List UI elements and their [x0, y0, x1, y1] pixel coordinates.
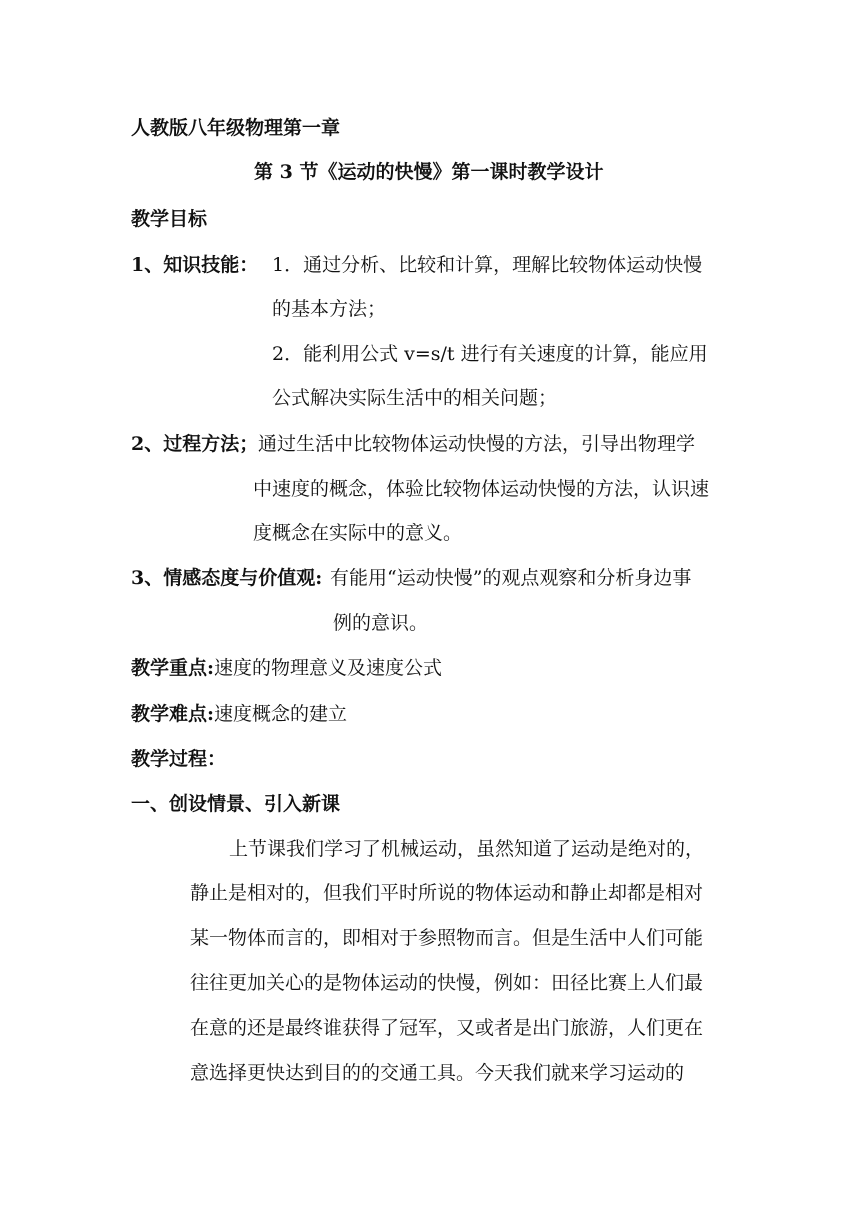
paragraph-line-4: 往往更加关心的是物体运动的快慢，例如：田径比赛上人们最 [190, 972, 704, 994]
knowledge-item-1-line-1: 1．通过分析、比较和计算，理解比较物体运动快慢 [272, 254, 703, 276]
key-point-text: 速度的物理意义及速度公式 [214, 657, 443, 679]
paragraph-line-1: 上节课我们学习了机械运动，虽然知道了运动是绝对的， [229, 838, 705, 860]
process-line-1: 通过生活中比较物体运动快慢的方法，引导出物理学 [258, 433, 696, 455]
paragraph-line-5: 在意的还是最终谁获得了冠军，又或者是出门旅游，人们更在 [190, 1017, 704, 1039]
emotion-line-1: 有能用“运动快慢”的观点观察和分析身边事 [330, 567, 692, 589]
key-point-row [131, 656, 442, 680]
paragraph-line-3: 某一物体而言的，即相对于参照物而言。但是生活中人们可能 [190, 927, 704, 949]
knowledge-item-2-line-2: 公式解决实际生活中的相关问题； [272, 387, 558, 409]
process-label: 2、过程方法； [131, 433, 259, 455]
paragraph-line-6: 意选择更快达到目的的交通工具。今天我们就来学习运动的 [190, 1062, 685, 1084]
key-point-label: 教学重点: [131, 657, 215, 679]
knowledge-item-2-line-1: 2．能利用公式 v=s/t 进行有关速度的计算，能应用 [272, 343, 708, 365]
section-1-heading: 一、创设情景、引入新课 [131, 793, 341, 815]
paragraph-line-2: 静止是相对的，但我们平时所说的物体运动和静止却都是相对 [190, 882, 704, 904]
knowledge-item-1-line-2: 的基本方法； [272, 298, 387, 320]
process-heading: 教学过程： [131, 748, 227, 770]
document-subtitle: 人教版八年级物理第一章 [131, 117, 341, 139]
difficulty-row [131, 702, 347, 726]
process-line-3: 度概念在实际中的意义。 [253, 522, 463, 544]
emotion-line-2: 例的意识。 [333, 612, 429, 634]
process-line-2: 中速度的概念，体验比较物体运动快慢的方法，认识速 [253, 478, 710, 500]
knowledge-label: 1、知识技能： [131, 254, 259, 276]
difficulty-text: 速度概念的建立 [214, 703, 348, 725]
document-title: 第 3 节《运动的快慢》第一课时教学设计 [254, 161, 604, 183]
objectives-heading: 教学目标 [131, 208, 208, 230]
difficulty-label: 教学难点: [131, 703, 215, 725]
emotion-label: 3、情感态度与价值观: [131, 567, 323, 589]
